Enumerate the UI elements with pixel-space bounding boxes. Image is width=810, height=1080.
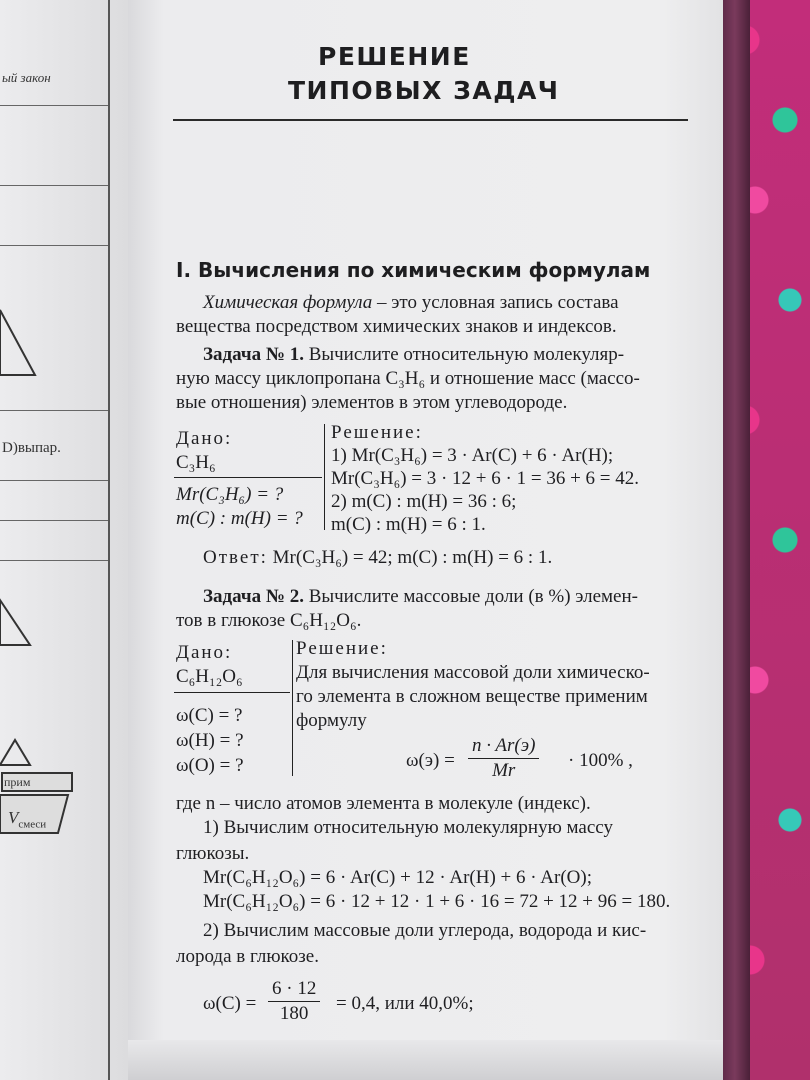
- book-page: [128, 0, 723, 1080]
- task1-divider: [324, 424, 325, 530]
- calc-line-2: Mr(C₆H₁₂O₆) = 6 · 12 + 12 · 1 + 6 · 16 = 72 + 12 + 96 = 180.: [203, 891, 671, 912]
- left-page-rule: [0, 410, 108, 411]
- book-cover-edge: [720, 0, 750, 1080]
- task1-solution-3: 2) m(C) : m(H) = 36 : 6;: [331, 491, 517, 512]
- left-page-rule: [0, 185, 108, 186]
- title-rule: [173, 119, 688, 121]
- formula-tail: · 100% ,: [568, 750, 633, 771]
- task2-line-1: Задача № 2. Вычислите массовые доли (в %) элемен-: [203, 586, 638, 607]
- definition-line-2: вещества посредством химических знаков и индексов.: [176, 316, 617, 337]
- task1-find-2: m(C) : m(H) = ?: [176, 508, 303, 529]
- task1-solution-label: Решение:: [331, 422, 423, 443]
- task2-solution-line-2: го элемента в сложном веществе применим: [296, 686, 648, 707]
- task2-solution-line-3: формулу: [296, 710, 367, 731]
- page-title-line-2: ТИПОВЫХ ЗАДАЧ: [288, 76, 560, 105]
- task2-divider: [292, 640, 293, 776]
- task1-solution-1: 1) Mr(C₃H₆) = 3 · Ar(C) + 6 · Ar(H);: [331, 445, 614, 466]
- step1-line-1: 1) Вычислим относительную молекулярную массу: [203, 817, 613, 838]
- task2-solution-line-1: Для вычисления массовой доли химическо-: [296, 662, 650, 683]
- task2-find-2: ω(H) = ?: [176, 730, 244, 751]
- step2-line-2: лорода в глюкозе.: [176, 946, 319, 967]
- left-page-rule: [0, 520, 108, 521]
- task2-find-3: ω(O) = ?: [176, 755, 244, 776]
- left-page-rule: [0, 480, 108, 481]
- calc-line-1: Mr(C₆H₁₂O₆) = 6 · Ar(C) + 12 · Ar(H) + 6 · Ar(O);: [203, 867, 592, 888]
- task1-given-rule: [174, 477, 322, 478]
- task2-solution-label: Решение:: [296, 638, 388, 659]
- task2-given-label: Дано:: [176, 642, 233, 663]
- task1-label: Задача № 1.: [203, 344, 304, 365]
- definition-line-1: Химическая формула – это условная запись состава: [203, 292, 619, 313]
- task1-line-3: вые отношения) элементов в этом углеводороде.: [176, 392, 568, 413]
- definition-term: Химическая формула: [203, 292, 373, 313]
- step2-line-1: 2) Вычислим массовые доли углерода, водорода и кис-: [203, 920, 647, 941]
- task1-solution-4: m(C) : m(H) = 6 : 1.: [331, 514, 486, 535]
- task1-find-1: Mr(C₃H₆) = ?: [176, 484, 284, 505]
- left-page-prim-label: прим: [4, 775, 31, 789]
- left-page-fragment-top: ый закон: [2, 70, 51, 85]
- left-page-fragment-mid: D)выпар.: [2, 440, 61, 456]
- where-line: где n – число атомов элемента в молекуле (индекс).: [176, 793, 591, 814]
- omega-lhs: ω(C) =: [203, 993, 257, 1014]
- left-page-rule: [0, 560, 108, 561]
- left-page-border: [108, 0, 110, 1080]
- left-page-triangle: [0, 300, 60, 390]
- task2-label: Задача № 2.: [203, 586, 304, 607]
- task2-given-rule: [174, 692, 290, 693]
- task2-find-1: ω(C) = ?: [176, 705, 243, 726]
- mass-fraction-formula: n · Ar(э) Mr: [468, 735, 539, 782]
- left-page-triangle-2: [0, 590, 60, 660]
- task1-line-2: ную массу циклопропана C₃H₆ и отношение масс (массо-: [176, 368, 640, 389]
- left-page-v-label: $V_{смеси}$: [8, 808, 47, 831]
- left-page-rule: [0, 245, 108, 246]
- task1-solution-2: Mr(C₃H₆) = 3 · 12 + 6 · 1 = 36 + 6 = 42.: [331, 468, 639, 489]
- left-page-rule: [0, 105, 108, 106]
- task1-given-label: Дано:: [176, 428, 233, 449]
- task2-given-formula: C₆H₁₂O₆: [176, 666, 243, 687]
- omega-carbon-fraction: $\frac{6 \cdot 12}{180}$: [268, 978, 320, 1025]
- task1-answer: Ответ: Mr(C₃H₆) = 42; m(C) : m(H) = 6 : 1.: [203, 547, 553, 568]
- formula-lhs: ω(э) =: [406, 750, 455, 771]
- task2-line-2: тов в глюкозе C₆H₁₂O₆.: [176, 610, 362, 631]
- task1-given-formula: C₃H₆: [176, 452, 216, 473]
- section-title: I. Вычисления по химическим формулам: [176, 258, 651, 282]
- page-bottom-edge: [128, 1040, 723, 1080]
- task1-line-1: Задача № 1. Вычислите относительную молекуляр-: [203, 344, 625, 365]
- page-title-line-1: РЕШЕНИЕ: [318, 42, 471, 71]
- left-page: [0, 0, 128, 1080]
- omega-tail: = 0,4, или 40,0%;: [336, 993, 474, 1014]
- task1-answer-label: Ответ:: [203, 547, 268, 568]
- step1-line-2: глюкозы.: [176, 843, 250, 864]
